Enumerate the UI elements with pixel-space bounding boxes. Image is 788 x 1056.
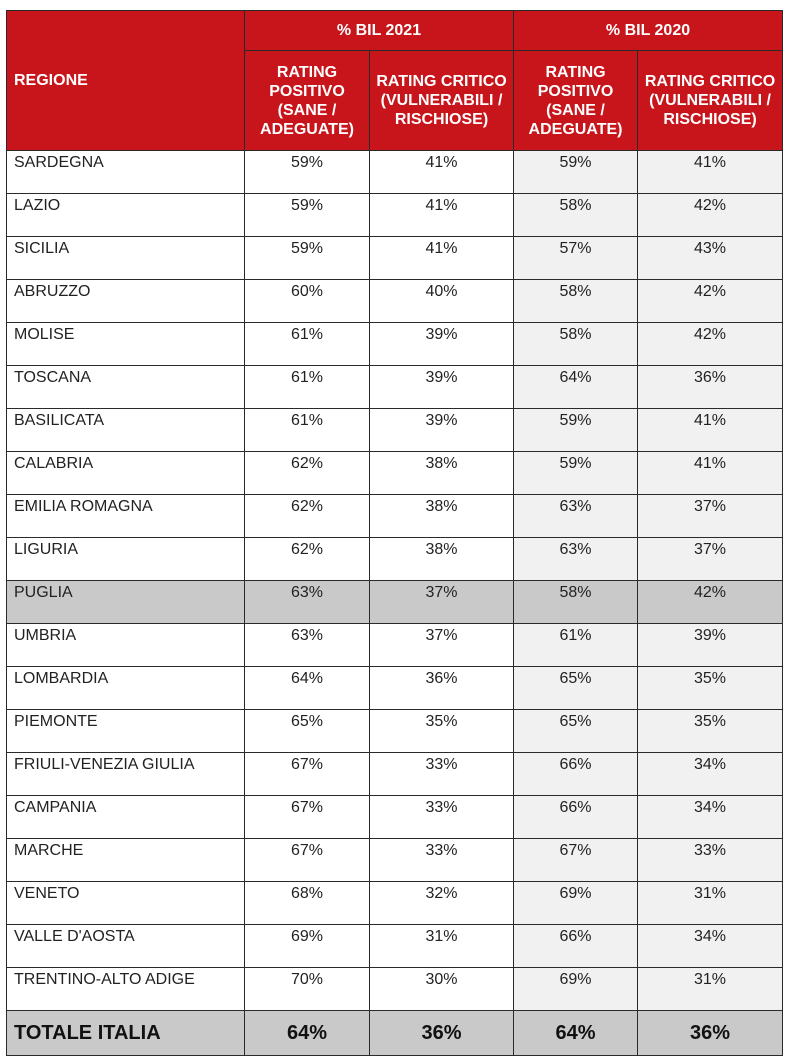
pos-2020-cell: 69%: [514, 882, 638, 925]
crit-2021-cell: 33%: [370, 796, 514, 839]
total-crit-2020: 36%: [638, 1011, 783, 1056]
pos-2020-cell: 59%: [514, 409, 638, 452]
pos-2021-cell: 67%: [245, 796, 370, 839]
pos-2020-cell: 59%: [514, 151, 638, 194]
crit-2020-cell: 31%: [638, 968, 783, 1011]
region-cell: MARCHE: [7, 839, 245, 882]
pos-2020-cell: 67%: [514, 839, 638, 882]
table-row: [7, 710, 783, 753]
region-cell: LOMBARDIA: [7, 667, 245, 710]
crit-2020-cell: 37%: [638, 538, 783, 581]
region-cell: VENETO: [7, 882, 245, 925]
region-cell: TOSCANA: [7, 366, 245, 409]
table-row: [7, 452, 783, 495]
crit-2020-cell: 34%: [638, 753, 783, 796]
crit-2021-cell: 33%: [370, 839, 514, 882]
table-row: [7, 237, 783, 280]
crit-2020-cell: 39%: [638, 624, 783, 667]
pos-2020-cell: 65%: [514, 710, 638, 753]
crit-2020-cell: 42%: [638, 280, 783, 323]
crit-2021-cell: 39%: [370, 366, 514, 409]
table-row: [7, 538, 783, 581]
table-row: [7, 667, 783, 710]
pos-2021-cell: 64%: [245, 667, 370, 710]
pos-2020-cell: 58%: [514, 581, 638, 624]
pos-2020-cell: 65%: [514, 667, 638, 710]
table-row: [7, 839, 783, 882]
crit-2020-cell: 41%: [638, 409, 783, 452]
pos-2021-cell: 59%: [245, 151, 370, 194]
total-pos-2021: 64%: [245, 1011, 370, 1056]
crit-2020-cell: 42%: [638, 581, 783, 624]
crit-2021-cell: 41%: [370, 194, 514, 237]
region-cell: ABRUZZO: [7, 280, 245, 323]
crit-2021-cell: 30%: [370, 968, 514, 1011]
crit-2021-cell: 38%: [370, 538, 514, 581]
crit-2020-cell: 34%: [638, 925, 783, 968]
crit-2020-cell: 35%: [638, 667, 783, 710]
pos-2020-cell: 58%: [514, 280, 638, 323]
region-cell: CAMPANIA: [7, 796, 245, 839]
total-row: [7, 1011, 783, 1056]
table-row: [7, 925, 783, 968]
crit-2020-cell: 41%: [638, 151, 783, 194]
pos-2021-cell: 69%: [245, 925, 370, 968]
pos-2021-cell: 65%: [245, 710, 370, 753]
table-row: [7, 581, 783, 624]
table-row: [7, 194, 783, 237]
crit-2020-cell: 31%: [638, 882, 783, 925]
pos-2021-cell: 62%: [245, 538, 370, 581]
header-critical-2020: RATING CRITICO (VULNERABILI / RISCHIOSE): [638, 51, 783, 151]
region-cell: SARDEGNA: [7, 151, 245, 194]
crit-2021-cell: 39%: [370, 323, 514, 366]
table-row: [7, 753, 783, 796]
crit-2021-cell: 37%: [370, 581, 514, 624]
pos-2021-cell: 63%: [245, 581, 370, 624]
pos-2021-cell: 61%: [245, 409, 370, 452]
table-row: [7, 151, 783, 194]
crit-2020-cell: 42%: [638, 194, 783, 237]
region-cell: VALLE D'AOSTA: [7, 925, 245, 968]
pos-2020-cell: 66%: [514, 753, 638, 796]
crit-2021-cell: 41%: [370, 237, 514, 280]
table-row: [7, 495, 783, 538]
crit-2021-cell: 41%: [370, 151, 514, 194]
pos-2020-cell: 58%: [514, 194, 638, 237]
crit-2020-cell: 36%: [638, 366, 783, 409]
crit-2020-cell: 35%: [638, 710, 783, 753]
table-row: [7, 366, 783, 409]
crit-2020-cell: 33%: [638, 839, 783, 882]
region-cell: SICILIA: [7, 237, 245, 280]
crit-2020-cell: 42%: [638, 323, 783, 366]
pos-2021-cell: 62%: [245, 495, 370, 538]
pos-2021-cell: 67%: [245, 839, 370, 882]
header-critical-2021: RATING CRITICO (VULNERABILI / RISCHIOSE): [370, 51, 514, 151]
pos-2021-cell: 70%: [245, 968, 370, 1011]
total-pos-2020: 64%: [514, 1011, 638, 1056]
pos-2021-cell: 60%: [245, 280, 370, 323]
crit-2021-cell: 39%: [370, 409, 514, 452]
region-cell: MOLISE: [7, 323, 245, 366]
region-cell: BASILICATA: [7, 409, 245, 452]
header-region: REGIONE: [7, 11, 245, 151]
pos-2020-cell: 63%: [514, 538, 638, 581]
pos-2020-cell: 61%: [514, 624, 638, 667]
rating-table: [6, 10, 783, 1056]
crit-2021-cell: 38%: [370, 452, 514, 495]
region-cell: EMILIA ROMAGNA: [7, 495, 245, 538]
total-region: TOTALE ITALIA: [7, 1011, 245, 1056]
crit-2021-cell: 38%: [370, 495, 514, 538]
crit-2021-cell: 32%: [370, 882, 514, 925]
pos-2020-cell: 57%: [514, 237, 638, 280]
header-positive-2021: RATING POSITIVO (SANE / ADEGUATE): [245, 51, 370, 151]
crit-2021-cell: 36%: [370, 667, 514, 710]
pos-2021-cell: 61%: [245, 366, 370, 409]
pos-2021-cell: 59%: [245, 194, 370, 237]
pos-2021-cell: 59%: [245, 237, 370, 280]
region-cell: UMBRIA: [7, 624, 245, 667]
table-row: [7, 409, 783, 452]
table-row: [7, 882, 783, 925]
pos-2021-cell: 61%: [245, 323, 370, 366]
region-cell: FRIULI-VENEZIA GIULIA: [7, 753, 245, 796]
header-positive-2020: RATING POSITIVO (SANE / ADEGUATE): [514, 51, 638, 151]
pos-2020-cell: 59%: [514, 452, 638, 495]
crit-2020-cell: 41%: [638, 452, 783, 495]
header-group-2021: % BIL 2021: [245, 11, 514, 51]
crit-2020-cell: 34%: [638, 796, 783, 839]
region-cell: TRENTINO-ALTO ADIGE: [7, 968, 245, 1011]
pos-2021-cell: 62%: [245, 452, 370, 495]
table-row: [7, 280, 783, 323]
table-row: [7, 968, 783, 1011]
table-body: [7, 151, 783, 1011]
pos-2020-cell: 58%: [514, 323, 638, 366]
pos-2021-cell: 67%: [245, 753, 370, 796]
pos-2021-cell: 68%: [245, 882, 370, 925]
pos-2020-cell: 66%: [514, 925, 638, 968]
crit-2021-cell: 37%: [370, 624, 514, 667]
header-group-2020: % BIL 2020: [514, 11, 783, 51]
region-cell: PIEMONTE: [7, 710, 245, 753]
pos-2021-cell: 63%: [245, 624, 370, 667]
crit-2021-cell: 40%: [370, 280, 514, 323]
pos-2020-cell: 69%: [514, 968, 638, 1011]
pos-2020-cell: 63%: [514, 495, 638, 538]
crit-2020-cell: 37%: [638, 495, 783, 538]
crit-2021-cell: 35%: [370, 710, 514, 753]
crit-2021-cell: 31%: [370, 925, 514, 968]
region-cell: CALABRIA: [7, 452, 245, 495]
region-cell: PUGLIA: [7, 581, 245, 624]
table-row: [7, 624, 783, 667]
region-cell: LIGURIA: [7, 538, 245, 581]
region-cell: LAZIO: [7, 194, 245, 237]
total-crit-2021: 36%: [370, 1011, 514, 1056]
table-row: [7, 323, 783, 366]
table-row: [7, 796, 783, 839]
crit-2021-cell: 33%: [370, 753, 514, 796]
pos-2020-cell: 66%: [514, 796, 638, 839]
pos-2020-cell: 64%: [514, 366, 638, 409]
crit-2020-cell: 43%: [638, 237, 783, 280]
